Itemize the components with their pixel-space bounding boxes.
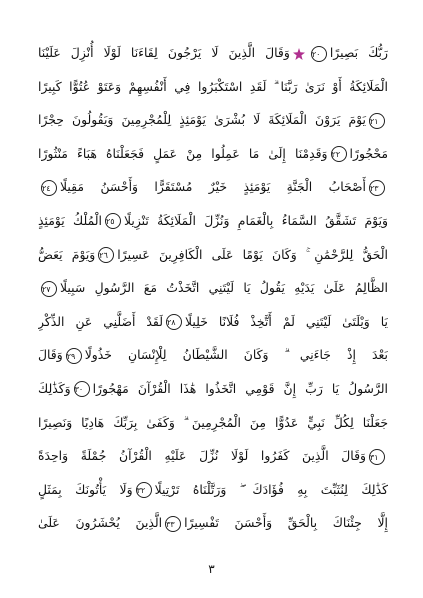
verse-text: وَقَالَ الَّذِينَ كَفَرُوا لَوْلَا نُزِّلَ عَلَيْهِ الْقُرْآنُ جُمْلَةً وَاحِدَةً xyxy=(38,448,366,464)
verse-number-marker: ٣٣ xyxy=(165,516,181,532)
verse-number-marker: ٢١ xyxy=(369,113,385,129)
sajdah-star-icon xyxy=(293,48,305,60)
verse-text: وَقَالَ xyxy=(38,347,63,363)
verse-text: وَلَا يَأْتُونَكَ بِمَثَلٍ xyxy=(38,481,133,497)
verse-number-marker: ٢٥ xyxy=(105,213,121,229)
verse-text: يَا وَيْلَتَىٰ لَيْتَنِي لَمْ أَتَّخِذْ فُلَانًا خَلِيلًا xyxy=(184,313,388,329)
verse-number-marker: ٣٠ xyxy=(74,381,90,397)
text-line xyxy=(38,439,388,473)
text-line xyxy=(38,406,388,440)
text-line xyxy=(38,271,388,305)
verse-number-marker: ٢٤ xyxy=(41,180,57,196)
text-line xyxy=(38,473,388,507)
text-line xyxy=(38,36,388,70)
verse-text: الْمُلْكُ يَوْمَئِذٍ xyxy=(38,212,102,228)
verse-text: وَيَوْمَ تَشَقَّقُ السَّمَاءُ بِالْغَمَامِ وَنُزِّلَ الْمَلَائِكَةُ تَنْزِيلًا xyxy=(123,212,388,228)
quran-text-block xyxy=(38,36,388,540)
verse-number-marker: ٢٣ xyxy=(369,180,385,196)
verse-number-marker: ٢٦ xyxy=(98,247,114,263)
text-line xyxy=(38,70,388,104)
text-line xyxy=(38,103,388,137)
verse-text: يَوْمَ يَرَوْنَ الْمَلَائِكَةَ لَا بُشْرَىٰ يَوْمَئِذٍ لِلْمُجْرِمِينَ وَيَقُولُونَ حِجْرًا xyxy=(38,112,366,128)
verse-text: مَحْجُورًا xyxy=(349,145,388,161)
verse-text: أَصْحَابُ الْجَنَّةِ يَوْمَئِذٍ خَيْرٌ مُسْتَقَرًّا وَأَحْسَنُ مَقِيلًا xyxy=(60,179,366,195)
text-line xyxy=(38,137,388,171)
verse-number-marker: ٣٢ xyxy=(136,482,152,498)
verse-text: وَقَالَ الَّذِينَ لَا يَرْجُونَ لِقَاءَنَا لَوْلَا أُنْزِلَ عَلَيْنَا xyxy=(38,45,290,60)
text-line xyxy=(38,372,388,406)
text-line xyxy=(38,204,388,238)
verse-text: جَعَلْنَا لِكُلِّ نَبِيٍّ عَدُوًّا مِنَ الْمُجْرِمِينَ ۗ وَكَفَىٰ بِرَبِّكَ هَادِيًا وَنَصِيرًا xyxy=(38,414,388,430)
verse-text: كَذَٰلِكَ لِنُثَبِّتَ بِهِ فُؤَادَكَ ۖ وَرَتَّلْنَاهُ تَرْتِيلًا xyxy=(154,481,388,497)
text-line xyxy=(38,170,388,204)
verse-text: وَكَذَٰلِكَ xyxy=(38,380,71,396)
verse-text: وَقَدِمْنَا إِلَىٰ مَا عَمِلُوا مِنْ عَمَلٍ فَجَعَلْنَاهُ هَبَاءً مَنْثُورًا xyxy=(38,145,328,161)
verse-text: رَبُّكَ بَصِيرًا xyxy=(329,45,388,60)
verse-text: الظَّالِمُ عَلَىٰ يَدَيْهِ يَقُولُ يَا لَيْتَنِي اتَّخَذْتُ مَعَ الرَّسُولِ سَبِيلًا xyxy=(60,280,388,296)
verse-number-marker: ٢٧ xyxy=(41,281,57,297)
verse-text: وَيَوْمَ يَعَضُّ xyxy=(38,246,96,262)
verse-text: لَقَدْ أَضَلَّنِي عَنِ الذِّكْرِ xyxy=(38,313,163,329)
text-line xyxy=(38,338,388,372)
verse-text: الْحَقُّ لِلرَّحْمَٰنِ ۚ وَكَانَ يَوْمًا عَلَى الْكَافِرِينَ عَسِيرًا xyxy=(117,246,388,262)
verse-number-marker: ٢٢ xyxy=(331,146,347,162)
page-number: ٣ xyxy=(208,562,215,576)
text-line xyxy=(38,238,388,272)
verse-number-marker: ٢٨ xyxy=(166,314,182,330)
verse-text: الْمَلَائِكَةُ أَوْ نَرَىٰ رَبَّنَا ۗ لَقَدِ اسْتَكْبَرُوا فِي أَنْفُسِهِمْ وَعَتَوْ عُتُوًّا كَبِيرًا xyxy=(38,78,388,94)
verse-text: الَّذِينَ يُحْشَرُونَ عَلَىٰ xyxy=(38,515,163,531)
text-line xyxy=(38,305,388,339)
verse-text: بَعْدَ إِذْ جَاءَنِي ۗ وَكَانَ الشَّيْطَانُ لِلْإِنْسَانِ خَذُولًا xyxy=(84,347,388,363)
verse-text: الرَّسُولُ يَا رَبِّ إِنَّ قَوْمِي اتَّخَذُوا هَٰذَا الْقُرْآنَ مَهْجُورًا xyxy=(92,380,388,396)
verse-number-marker: ٢٠ xyxy=(311,46,327,62)
text-line xyxy=(38,506,388,540)
verse-number-marker: ٣١ xyxy=(369,449,385,465)
verse-text: إِلَّا جِئْنَاكَ بِالْحَقِّ وَأَحْسَنَ تَفْسِيرًا xyxy=(184,515,388,531)
verse-number-marker: ٢٩ xyxy=(66,348,82,364)
